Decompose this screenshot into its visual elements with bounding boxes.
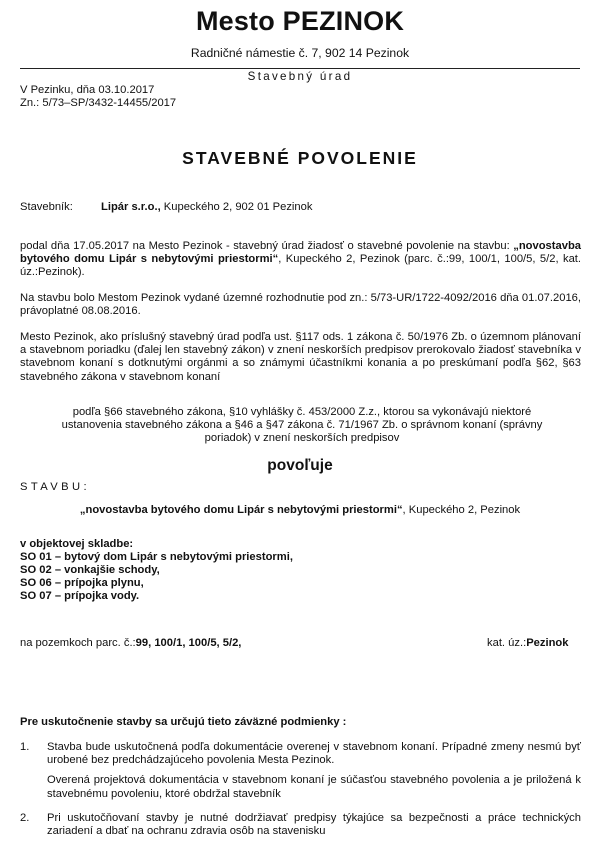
cadastral-name: Pezinok (526, 637, 569, 649)
object-item: SO 01 – bytový dom Lipár s nebytovými priestormi, (20, 551, 293, 563)
decision-word: povoľuje (267, 457, 333, 474)
object-list (20, 538, 293, 603)
condition-item (20, 741, 581, 801)
project-name: „novostavba bytového domu Lipár s nebytovými priestormi“ (20, 240, 581, 266)
construction-name (0, 504, 600, 516)
builder-address: Kupeckého 2, 902 01 Pezinok (160, 201, 313, 213)
legal-basis-paragraph: podľa §66 stavebného zákona, §10 vyhlášky č. 453/2000 Z.z., ktorou sa vykonávajú niektoré ustanovenia stavebného zákona a §46 a §47 zákona č. 71/1967 Zb. o správnom konaní (správny poriadok) v znení neskorších predpisov (61, 406, 543, 445)
header-divider (20, 68, 580, 69)
reference-number: Zn.: 5/73–SP/3432-14455/2017 (20, 97, 177, 109)
place-date: V Pezinku, dňa 03.10.2017 (20, 84, 155, 96)
cadastral-area (487, 637, 568, 649)
object-item: SO 02 – vonkajšie schody, (20, 564, 160, 576)
document-title: STAVEBNÉ POVOLENIE (182, 148, 418, 168)
condition-number: 1. (20, 741, 30, 753)
document-meta (20, 84, 176, 110)
zoning-paragraph: Na stavbu bolo Mestom Pezinok vydané územné rozhodnutie pod zn.: 5/73-UR/1722-4092/2016 dňa 01.07.2016, právoplatné 08.08.2016. (20, 292, 581, 318)
construction-label: STAVBU: (20, 481, 91, 493)
parcel-label: na pozemkoch parc. č.: (20, 637, 136, 649)
condition-item (20, 812, 581, 838)
object-item: SO 06 – prípojka plynu, (20, 577, 144, 589)
builder-name: Lipár s.r.o., (101, 201, 161, 213)
authority-paragraph: Mesto Pezinok, ako príslušný stavebný úrad podľa ust. §117 ods. 1 zákona č. 50/1976 Zb. o územnom plánovaní a stavebnom poriadku (ďalej len stavebný zákon) v znení neskorších predpisov prerokovalo žiadosť stavebníka v stavebnom konaní s dotknutými orgánmi a so známymi účastníkmi konania a po preskúmaní podľa §62, §63 stavebného zákona v stavebnom konaní (20, 331, 581, 383)
application-text: podal dňa 17.05.2017 na Mesto Pezinok - stavebný úrad žiadosť o stavebné povolenie na stavbu: (20, 240, 514, 252)
conditions-heading: Pre uskutočnenie stavby sa určujú tieto záväzné podmienky : (20, 716, 347, 728)
city-title: Mesto PEZINOK (195, 6, 405, 36)
condition-text: Stavba bude uskutočnená podľa dokumentácie overenej v stavebnom konaní. Prípadné zmeny nesmú byť urobené bez predchádzajúceho povolenia Mesta Pezinok. (47, 741, 581, 767)
cadastral-label: kat. úz.: (487, 637, 527, 649)
condition-number: 2. (20, 812, 30, 824)
application-text-end: , Kupeckého 2, Pezinok (parc. č.:99, 100/1, 100/5, 5/2, kat. úz.:Pezinok). (20, 253, 582, 279)
city-address: Radničné námestie č. 7, 902 14 Pezinok (190, 46, 410, 60)
construction-title: „novostavba bytového domu Lipár s nebytovými priestormi“ (79, 504, 403, 516)
parcel-line (20, 637, 241, 649)
condition-text: Overená projektová dokumentácia v stavebnom konaní je súčasťou stavebného povolenia a je priložená k stavebnému povoleniu, ktoré obdržal stavebník (47, 774, 581, 800)
object-list-heading: v objektovej skladbe: (20, 538, 134, 550)
application-paragraph (20, 240, 581, 280)
builder-line (20, 201, 312, 213)
construction-location: , Kupeckého 2, Pezinok (402, 504, 521, 516)
object-item: SO 07 – prípojka vody. (20, 590, 140, 602)
condition-text: Pri uskutočňovaní stavby je nutné dodržiavať predpisy týkajúce sa bezpečnosti a práce technických zariadení a dbať na ochranu zdravia osôb na stavenisku (47, 812, 581, 838)
office-name: Stavebný úrad (247, 70, 353, 83)
builder-label: Stavebník: (20, 201, 73, 213)
parcel-numbers: 99, 100/1, 100/5, 5/2, (135, 637, 242, 649)
